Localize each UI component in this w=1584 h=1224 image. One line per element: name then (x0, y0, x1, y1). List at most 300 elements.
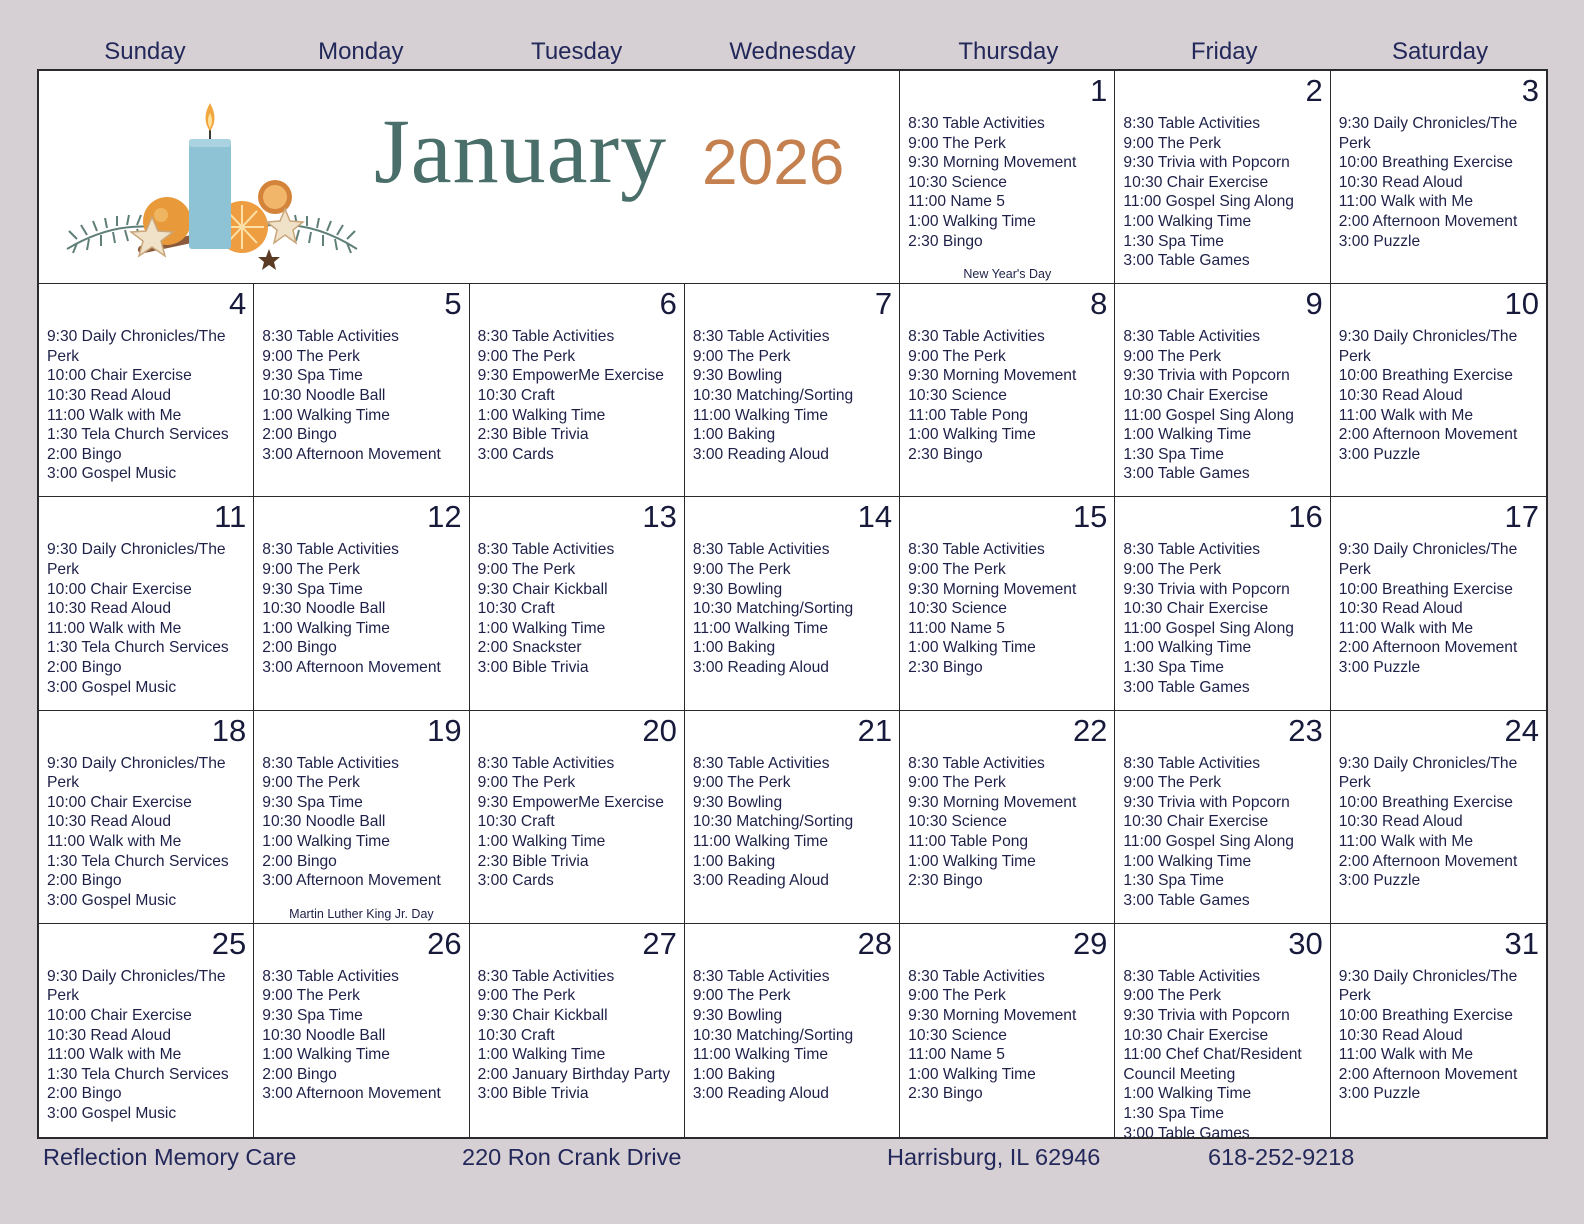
event-item: 11:00 Walk with Me (1338, 1046, 1474, 1064)
event-item: 10:30 Chair Exercise (1123, 173, 1269, 191)
event-item: 1:00 Walking Time (1123, 212, 1252, 230)
event-item: 10:30 Read Aloud (1338, 1026, 1463, 1044)
event-list (47, 967, 249, 1124)
event-item: 10:30 Science (908, 813, 1007, 831)
day-cell (1331, 497, 1546, 710)
day-cell (900, 924, 1115, 1137)
event-item: 8:30 Table Activities (262, 328, 399, 346)
event-item: 10:30 Chair Exercise (1123, 1026, 1269, 1044)
event-item: 8:30 Table Activities (262, 967, 399, 985)
title-year: 2026 (702, 126, 845, 198)
day-number: 19 (427, 712, 462, 748)
event-item: 1:00 Walking Time (1123, 426, 1252, 444)
event-item: 11:00 Walk with Me (1338, 406, 1474, 424)
event-item: 9:00 The Perk (262, 560, 360, 578)
event-item: 9:00 The Perk (1123, 134, 1222, 152)
event-item: 3:00 Puzzle (1338, 872, 1421, 890)
day-cell (900, 711, 1115, 924)
day-cell (900, 284, 1115, 497)
weekday-friday: Friday (1190, 38, 1258, 65)
event-item: 9:30 Trivia with Popcorn (1123, 367, 1290, 385)
event-item: 3:00 Reading Aloud (692, 872, 829, 890)
event-item: 9:30 Bowling (692, 793, 783, 811)
event-item: 9:30 Morning Movement (908, 793, 1077, 811)
day-number: 9 (1305, 286, 1323, 322)
day-number: 7 (874, 286, 893, 322)
day-cell (1115, 711, 1330, 924)
weekday-tuesday: Tuesday (531, 38, 623, 65)
event-item: 3:00 Table Games (1123, 678, 1250, 696)
event-item: 10:30 Matching/Sorting (692, 386, 854, 404)
day-number: 28 (857, 925, 893, 961)
event-item: 2:00 Bingo (47, 445, 122, 463)
event-item: 1:00 Walking Time (908, 212, 1036, 230)
event-list (1123, 967, 1325, 1137)
event-item: 3:00 Gospel Music (47, 1104, 177, 1122)
event-item: 10:00 Chair Exercise (47, 367, 192, 385)
event-item: 8:30 Table Activities (477, 754, 615, 772)
weekday-wednesday: Wednesday (729, 38, 856, 65)
event-item: 8:30 Table Activities (908, 115, 1045, 132)
footer (37, 1140, 1548, 1174)
event-item: 9:00 The Perk (692, 347, 791, 365)
day-number: 25 (211, 925, 247, 961)
day-number: 26 (427, 925, 462, 961)
event-item: 11:00 Name 5 (908, 1046, 1005, 1064)
day-number: 4 (229, 286, 247, 322)
event-item: 11:00 Walk with Me (47, 619, 182, 637)
event-item: 1:30 Tela Church Services (47, 426, 229, 444)
event-list (908, 114, 1110, 251)
event-item: 1:00 Walking Time (262, 406, 390, 424)
event-list (1339, 114, 1542, 251)
event-item: 11:00 Table Pong (908, 832, 1029, 850)
day-number: 31 (1504, 925, 1539, 961)
event-item: 10:30 Chair Exercise (1123, 813, 1269, 831)
event-item: 8:30 Table Activities (908, 541, 1045, 559)
event-item: 8:30 Table Activities (692, 541, 830, 559)
day-number: 29 (1072, 925, 1108, 961)
event-item: 3:00 Puzzle (1338, 658, 1421, 676)
event-item: 2:00 Afternoon Movement (1338, 1065, 1518, 1083)
event-item: 1:00 Walking Time (262, 619, 390, 637)
holiday-label: New Year's Day (963, 267, 1052, 282)
event-item: 1:00 Walking Time (908, 426, 1036, 444)
event-item: 9:00 The Perk (908, 987, 1006, 1005)
event-item: 3:00 Afternoon Movement (262, 872, 441, 890)
event-item: 1:00 Walking Time (262, 832, 390, 850)
event-item: 9:30 Daily Chronicles/The Perk (47, 967, 226, 1005)
event-item: 3:00 Table Games (1123, 252, 1250, 270)
event-item: 8:30 Table Activities (1123, 328, 1261, 346)
event-item: 9:00 The Perk (908, 347, 1006, 365)
event-item: 9:30 Spa Time (262, 1006, 363, 1024)
event-item: 9:30 Daily Chronicles/The Perk (1338, 328, 1518, 365)
event-item: 11:00 Walking Time (692, 406, 829, 424)
event-item: 9:30 Daily Chronicles/The Perk (47, 541, 226, 578)
event-item: 3:00 Afternoon Movement (262, 658, 441, 676)
event-item: 9:00 The Perk (1123, 987, 1222, 1005)
day-cell (39, 924, 254, 1137)
event-item: 2:00 Afternoon Movement (1338, 639, 1518, 657)
event-item: 8:30 Table Activities (477, 328, 615, 346)
candle-icon (57, 99, 367, 274)
event-item: 1:00 Walking Time (908, 639, 1036, 657)
day-number: 11 (214, 499, 247, 535)
event-item: 2:00 Bingo (47, 658, 122, 676)
event-item: 8:30 Table Activities (692, 754, 830, 772)
day-number: 8 (1090, 286, 1108, 322)
event-item: 2:00 January Birthday Party (477, 1065, 670, 1083)
event-item: 1:00 Walking Time (1123, 639, 1252, 657)
day-cell (470, 711, 685, 924)
calendar-grid (37, 69, 1548, 1139)
event-item: 2:00 Bingo (262, 852, 337, 870)
event-item: 2:00 Bingo (262, 639, 337, 657)
event-item: 1:30 Spa Time (1123, 658, 1224, 676)
day-cell (470, 497, 685, 710)
event-item: 9:30 Daily Chronicles/The Perk (47, 328, 226, 365)
event-item: 1:30 Tela Church Services (47, 852, 229, 870)
event-item: 10:30 Craft (477, 386, 555, 404)
event-item: 10:30 Read Aloud (47, 386, 171, 404)
day-cell (1331, 924, 1546, 1137)
day-cell (685, 284, 900, 497)
day-number: 16 (1288, 499, 1323, 535)
day-number: 6 (659, 286, 677, 322)
event-item: 11:00 Gospel Sing Along (1123, 832, 1294, 850)
day-cell (1115, 924, 1330, 1137)
event-item: 9:30 Morning Movement (908, 1006, 1077, 1024)
event-item: 9:30 EmpowerMe Exercise (477, 367, 664, 385)
event-item: 9:00 The Perk (477, 774, 576, 792)
event-item: 9:30 Trivia with Popcorn (1123, 793, 1290, 811)
event-item: 11:00 Name 5 (908, 193, 1005, 211)
event-item: 2:00 Afternoon Movement (1338, 852, 1518, 870)
day-number: 24 (1504, 712, 1539, 748)
event-item: 2:00 Bingo (262, 426, 337, 444)
day-cell (254, 924, 469, 1137)
event-list (47, 327, 249, 484)
event-item: 3:00 Cards (477, 445, 554, 463)
event-item: 11:00 Table Pong (908, 406, 1029, 424)
event-item: 3:00 Reading Aloud (692, 1085, 829, 1103)
event-list (1123, 114, 1325, 271)
event-item: 9:30 Spa Time (262, 367, 363, 385)
event-item: 1:30 Tela Church Services (47, 1065, 229, 1083)
event-item: 1:30 Spa Time (1123, 445, 1224, 463)
event-item: 10:30 Craft (477, 1026, 555, 1044)
event-item: 10:30 Chair Exercise (1123, 386, 1269, 404)
day-cell (685, 924, 900, 1137)
event-item: 8:30 Table Activities (692, 967, 830, 985)
event-item: 10:30 Read Aloud (47, 600, 171, 618)
day-cell (1331, 71, 1546, 284)
event-item: 2:30 Bingo (908, 658, 983, 676)
event-list (693, 327, 895, 464)
event-item: 9:30 EmpowerMe Exercise (477, 793, 664, 811)
event-item: 3:00 Table Games (1123, 465, 1250, 483)
event-item: 11:00 Walking Time (692, 1046, 829, 1064)
event-list (908, 754, 1110, 891)
day-cell (1331, 711, 1546, 924)
event-item: 11:00 Name 5 (908, 619, 1005, 637)
event-list (908, 327, 1110, 464)
day-number: 18 (211, 712, 247, 748)
event-item: 1:00 Walking Time (477, 619, 606, 637)
event-list (1339, 540, 1542, 677)
event-item: 1:00 Walking Time (908, 852, 1036, 870)
day-number: 22 (1072, 712, 1108, 748)
day-number: 13 (642, 499, 677, 535)
day-number: 5 (444, 286, 462, 322)
day-cell (254, 497, 469, 710)
event-item: 9:30 Chair Kickball (477, 580, 608, 598)
event-item: 9:30 Trivia with Popcorn (1123, 1006, 1290, 1024)
event-item: 3:00 Reading Aloud (692, 445, 829, 463)
event-item: 10:00 Breathing Exercise (1338, 793, 1513, 811)
event-item: 10:30 Science (908, 173, 1007, 191)
title-month: January (374, 100, 668, 202)
event-item: 1:00 Walking Time (908, 1065, 1036, 1083)
day-cell (685, 497, 900, 710)
event-item: 9:30 Chair Kickball (477, 1006, 608, 1024)
event-item: 3:00 Bible Trivia (477, 658, 589, 676)
event-list (1339, 967, 1542, 1104)
event-item: 9:30 Morning Movement (908, 154, 1077, 172)
event-item: 9:30 Bowling (692, 367, 783, 385)
event-item: 2:00 Bingo (47, 872, 122, 890)
event-item: 1:00 Baking (692, 1065, 776, 1083)
event-item: 9:00 The Perk (477, 560, 576, 578)
event-item: 8:30 Table Activities (908, 754, 1045, 772)
day-cell (685, 711, 900, 924)
event-item: 9:30 Morning Movement (908, 580, 1077, 598)
event-list (693, 540, 895, 677)
event-list (1339, 754, 1542, 891)
event-item: 9:30 Trivia with Popcorn (1123, 580, 1290, 598)
day-cell (1115, 284, 1330, 497)
event-item: 2:30 Bingo (908, 872, 983, 890)
footer-phone: 618-252-9218 (1208, 1144, 1355, 1170)
footer-street: 220 Ron Crank Drive (462, 1144, 682, 1170)
event-list (262, 967, 464, 1104)
event-item: 10:00 Breathing Exercise (1338, 154, 1513, 172)
event-item: 1:00 Baking (692, 426, 776, 444)
event-item: 8:30 Table Activities (1123, 115, 1261, 132)
event-item: 9:00 The Perk (692, 987, 791, 1005)
event-item: 11:00 Chef Chat/Resident Council Meeting (1123, 1046, 1302, 1083)
event-list (908, 967, 1110, 1104)
event-item: 9:30 Daily Chronicles/The Perk (1338, 541, 1518, 578)
event-item: 3:00 Table Games (1123, 891, 1250, 909)
event-list (262, 540, 464, 677)
weekday-saturday: Saturday (1392, 38, 1489, 65)
event-item: 9:00 The Perk (262, 347, 360, 365)
day-number: 30 (1288, 925, 1323, 961)
event-item: 11:00 Gospel Sing Along (1123, 193, 1294, 211)
event-item: 11:00 Walk with Me (47, 832, 182, 850)
event-item: 10:30 Read Aloud (1338, 173, 1463, 191)
day-number: 10 (1504, 286, 1539, 322)
event-item: 2:00 Afternoon Movement (1338, 426, 1518, 444)
event-item: 8:30 Table Activities (477, 967, 615, 985)
event-item: 9:30 Morning Movement (908, 367, 1077, 385)
event-item: 2:00 Bingo (47, 1085, 122, 1103)
event-item: 9:00 The Perk (262, 987, 360, 1005)
event-item: 9:30 Bowling (692, 1006, 783, 1024)
event-item: 2:00 Bingo (262, 1065, 337, 1083)
event-item: 3:00 Afternoon Movement (262, 445, 441, 463)
event-item: 1:30 Spa Time (1123, 1104, 1224, 1122)
weekday-monday: Monday (318, 38, 404, 65)
event-list (478, 540, 680, 677)
event-item: 9:00 The Perk (692, 560, 791, 578)
event-item: 3:00 Cards (477, 872, 554, 890)
event-item: 10:30 Read Aloud (47, 1026, 171, 1044)
event-item: 8:30 Table Activities (477, 541, 615, 559)
day-number: 20 (642, 712, 677, 748)
day-cell (39, 284, 254, 497)
event-item: 10:30 Read Aloud (1338, 600, 1463, 618)
day-number: 1 (1090, 73, 1108, 108)
event-item: 9:00 The Perk (477, 987, 576, 1005)
event-item: 11:00 Walk with Me (1338, 193, 1474, 211)
event-item: 10:30 Craft (477, 600, 555, 618)
event-item: 9:00 The Perk (1123, 347, 1222, 365)
event-item: 9:00 The Perk (1123, 774, 1222, 792)
day-cell (254, 711, 469, 924)
footer-city: Harrisburg, IL 62946 (887, 1144, 1101, 1170)
event-item: 10:30 Matching/Sorting (692, 600, 854, 618)
event-item: 9:00 The Perk (908, 134, 1006, 152)
event-item: 3:00 Gospel Music (47, 891, 177, 909)
event-item: 10:30 Read Aloud (47, 813, 171, 831)
event-item: 8:30 Table Activities (692, 328, 830, 346)
event-list (693, 967, 895, 1104)
event-item: 10:30 Noodle Ball (262, 386, 386, 404)
event-item: 10:30 Matching/Sorting (692, 1026, 854, 1044)
event-item: 10:00 Breathing Exercise (1338, 367, 1513, 385)
event-list (1123, 327, 1325, 484)
weekday-sunday: Sunday (104, 38, 186, 65)
event-item: 8:30 Table Activities (262, 541, 399, 559)
month-banner (39, 71, 900, 284)
event-item: 2:30 Bible Trivia (477, 426, 589, 444)
event-item: 10:30 Read Aloud (1338, 386, 1463, 404)
event-item: 8:30 Table Activities (1123, 541, 1261, 559)
footer-facility: Reflection Memory Care (43, 1144, 297, 1170)
event-list (262, 754, 464, 891)
event-item: 2:30 Bible Trivia (477, 852, 589, 870)
day-cell (470, 284, 685, 497)
event-item: 11:00 Walk with Me (47, 406, 182, 424)
event-item: 1:00 Walking Time (262, 1046, 390, 1064)
event-item: 1:30 Spa Time (1123, 232, 1224, 250)
day-number: 14 (857, 499, 893, 535)
day-cell (900, 497, 1115, 710)
event-item: 11:00 Walk with Me (1338, 619, 1474, 637)
day-number: 3 (1521, 73, 1539, 108)
day-cell (470, 924, 685, 1137)
event-item: 3:00 Gospel Music (47, 678, 177, 696)
event-item: 10:00 Breathing Exercise (1338, 580, 1513, 598)
event-item: 1:00 Walking Time (477, 406, 606, 424)
event-item: 8:30 Table Activities (1123, 967, 1261, 985)
event-list (1339, 327, 1542, 464)
event-item: 1:00 Baking (692, 852, 776, 870)
event-item: 9:30 Daily Chronicles/The Perk (1338, 754, 1518, 792)
event-item: 9:30 Spa Time (262, 580, 363, 598)
event-item: 10:30 Science (908, 600, 1007, 618)
event-item: 10:30 Craft (477, 813, 555, 831)
event-item: 9:30 Daily Chronicles/The Perk (47, 754, 226, 792)
event-item: 2:30 Bingo (908, 1085, 983, 1103)
day-number: 2 (1305, 73, 1323, 108)
day-number: 23 (1288, 712, 1323, 748)
event-item: 10:00 Chair Exercise (47, 793, 192, 811)
event-item: 1:00 Baking (692, 639, 776, 657)
event-item: 9:30 Daily Chronicles/The Perk (1338, 115, 1518, 152)
event-item: 8:30 Table Activities (908, 328, 1045, 346)
event-item: 11:00 Gospel Sing Along (1123, 619, 1294, 637)
day-cell (900, 71, 1115, 284)
day-cell (1115, 497, 1330, 710)
event-item: 2:30 Bingo (908, 232, 983, 250)
event-item: 3:00 Puzzle (1338, 232, 1421, 250)
event-list (693, 754, 895, 891)
event-item: 10:00 Chair Exercise (47, 580, 192, 598)
day-number: 27 (642, 925, 677, 961)
event-list (1123, 754, 1325, 911)
event-item: 10:30 Noodle Ball (262, 1026, 386, 1044)
day-number: 17 (1504, 499, 1539, 535)
day-cell (39, 711, 254, 924)
event-item: 11:00 Walking Time (692, 619, 829, 637)
event-item: 2:30 Bingo (908, 445, 983, 463)
event-item: 11:00 Walking Time (692, 832, 829, 850)
event-item: 1:30 Spa Time (1123, 872, 1224, 890)
event-list (908, 540, 1110, 677)
event-item: 11:00 Gospel Sing Along (1123, 406, 1294, 424)
event-item: 3:00 Afternoon Movement (262, 1085, 441, 1103)
day-number: 12 (427, 499, 462, 535)
event-list (1123, 540, 1325, 697)
event-item: 8:30 Table Activities (262, 754, 399, 772)
event-item: 9:30 Spa Time (262, 793, 363, 811)
event-item: 10:30 Matching/Sorting (692, 813, 854, 831)
event-item: 10:30 Science (908, 386, 1007, 404)
day-cell (39, 497, 254, 710)
event-item: 10:00 Chair Exercise (47, 1006, 192, 1024)
event-item: 3:00 Puzzle (1338, 445, 1421, 463)
weekday-header (37, 36, 1548, 68)
day-cell (1115, 71, 1330, 284)
event-item: 11:00 Walk with Me (1338, 832, 1474, 850)
event-item: 10:30 Science (908, 1026, 1007, 1044)
event-item: 1:30 Tela Church Services (47, 639, 229, 657)
event-list (47, 540, 249, 697)
day-number: 15 (1072, 499, 1108, 535)
event-item: 10:30 Read Aloud (1338, 813, 1463, 831)
event-item: 9:00 The Perk (262, 774, 360, 792)
event-list (478, 754, 680, 891)
event-item: 9:30 Bowling (692, 580, 783, 598)
event-item: 9:30 Daily Chronicles/The Perk (1338, 967, 1518, 1005)
event-list (47, 754, 249, 911)
event-item: 3:00 Puzzle (1338, 1085, 1421, 1103)
event-item: 3:00 Bible Trivia (477, 1085, 589, 1103)
